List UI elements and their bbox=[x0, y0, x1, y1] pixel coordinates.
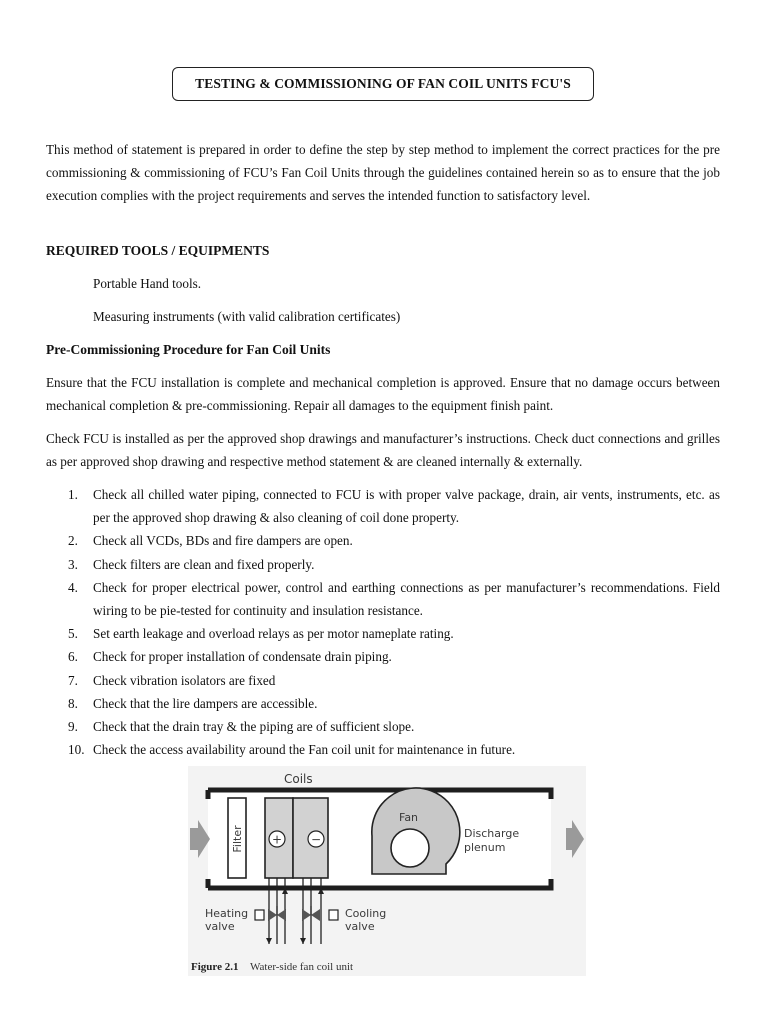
checklist-item bbox=[46, 576, 720, 622]
cooling-coil-minus: − bbox=[310, 832, 322, 847]
checklist-number: 9. bbox=[68, 719, 78, 735]
checklist bbox=[46, 483, 720, 761]
tools-item-measuring-instruments: Measuring instruments (with valid calibration certificates) bbox=[93, 309, 401, 324]
filter-label: Filter bbox=[231, 825, 244, 853]
checklist-item bbox=[46, 645, 720, 668]
checklist-number: 5. bbox=[68, 626, 78, 642]
checklist-text: Check all chilled water piping, connected to FCU is with proper valve package, drain, air vents, instruments, etc. as per the approved shop drawing & also cleaning of coil done property. bbox=[93, 487, 720, 526]
checklist-number: 3. bbox=[68, 556, 78, 572]
checklist-item bbox=[46, 715, 720, 738]
checklist-text: Check filters are clean and fixed properly. bbox=[93, 556, 315, 572]
procedure-heading: Pre-Commissioning Procedure for Fan Coil Units bbox=[46, 342, 331, 357]
checklist-number: 4. bbox=[68, 579, 78, 595]
checklist-number: 2. bbox=[68, 533, 78, 549]
fan-coil-unit-diagram bbox=[188, 766, 586, 976]
cooling-valve-label-line1: Cooling bbox=[345, 907, 387, 920]
checklist-item bbox=[46, 669, 720, 692]
fan-wheel bbox=[391, 829, 429, 867]
discharge-label-line2: plenum bbox=[464, 841, 506, 854]
checklist-text: Check that the drain tray & the piping are of sufficient slope. bbox=[93, 719, 415, 735]
checklist-number: 8. bbox=[68, 695, 78, 711]
checklist-item bbox=[46, 553, 720, 576]
discharge-label-line1: Discharge bbox=[464, 827, 520, 840]
checklist-item bbox=[46, 692, 720, 715]
heating-coil-plus: + bbox=[271, 832, 283, 847]
checklist-text: Set earth leakage and overload relays as per motor nameplate rating. bbox=[93, 626, 454, 642]
checklist-item bbox=[46, 738, 720, 761]
document-title: TESTING & COMMISSIONING OF FAN COIL UNITS FCU'S bbox=[195, 76, 571, 91]
intro-paragraph: This method of statement is prepared in order to define the step by step method to implement the correct practices for the pre commissioning & commissioning of FCU’s Fan Coil Units through the guidelines contained herein so as to ensure that the job execution complies with the project requirements and serves the intended function to satisfactory level. bbox=[46, 142, 720, 204]
checklist-number: 7. bbox=[68, 672, 78, 688]
checklist-text: Check for proper installation of condensate drain piping. bbox=[93, 649, 392, 665]
checklist-number: 1. bbox=[68, 487, 78, 502]
fan-coil-unit-figure bbox=[188, 766, 586, 976]
checklist-item bbox=[46, 529, 720, 552]
checklist-number: 10. bbox=[68, 742, 85, 758]
heating-valve-label-line1: Heating bbox=[205, 907, 249, 920]
procedure-paragraph-2: Check FCU is installed as per the approved shop drawings and manufacturer’s instructions. Check duct connections and grilles as per approved shop drawing and respective method statement & are cleaned internally & externally. bbox=[46, 431, 720, 470]
coils-label: Coils bbox=[284, 772, 313, 786]
tools-item-hand-tools: Portable Hand tools. bbox=[93, 276, 202, 291]
checklist-text: Check for proper electrical power, control and earthing connections as per manufacturer’s recommendations. Field wiring to be pie-tested for continuity and insulation resistance. bbox=[93, 579, 720, 619]
checklist-text: Check vibration isolators are fixed bbox=[93, 672, 276, 688]
document-title-box bbox=[172, 67, 594, 101]
tools-heading: REQUIRED TOOLS / EQUIPMENTS bbox=[46, 243, 270, 258]
checklist-text: Check the access availability around the Fan coil unit for maintenance in future. bbox=[93, 742, 516, 758]
cooling-valve-label-line2: valve bbox=[345, 920, 375, 933]
figure-caption-text: Water-side fan coil unit bbox=[250, 961, 354, 973]
figure-caption-number: Figure 2.1 bbox=[191, 961, 239, 973]
heating-valve-label-line2: valve bbox=[205, 920, 235, 933]
checklist-item bbox=[46, 483, 720, 529]
fan-label: Fan bbox=[399, 811, 419, 824]
procedure-paragraph-1: Ensure that the FCU installation is complete and mechanical completion is approved. Ensure that no damage occurs between mechanical completion & pre-commissioning. Repair all damages to the equipment finish paint. bbox=[46, 375, 720, 414]
checklist-text: Check all VCDs, BDs and fire dampers are open. bbox=[93, 533, 353, 549]
checklist-text: Check that the lire dampers are accessible. bbox=[93, 695, 318, 711]
checklist-item bbox=[46, 622, 720, 645]
checklist-number: 6. bbox=[68, 649, 78, 665]
